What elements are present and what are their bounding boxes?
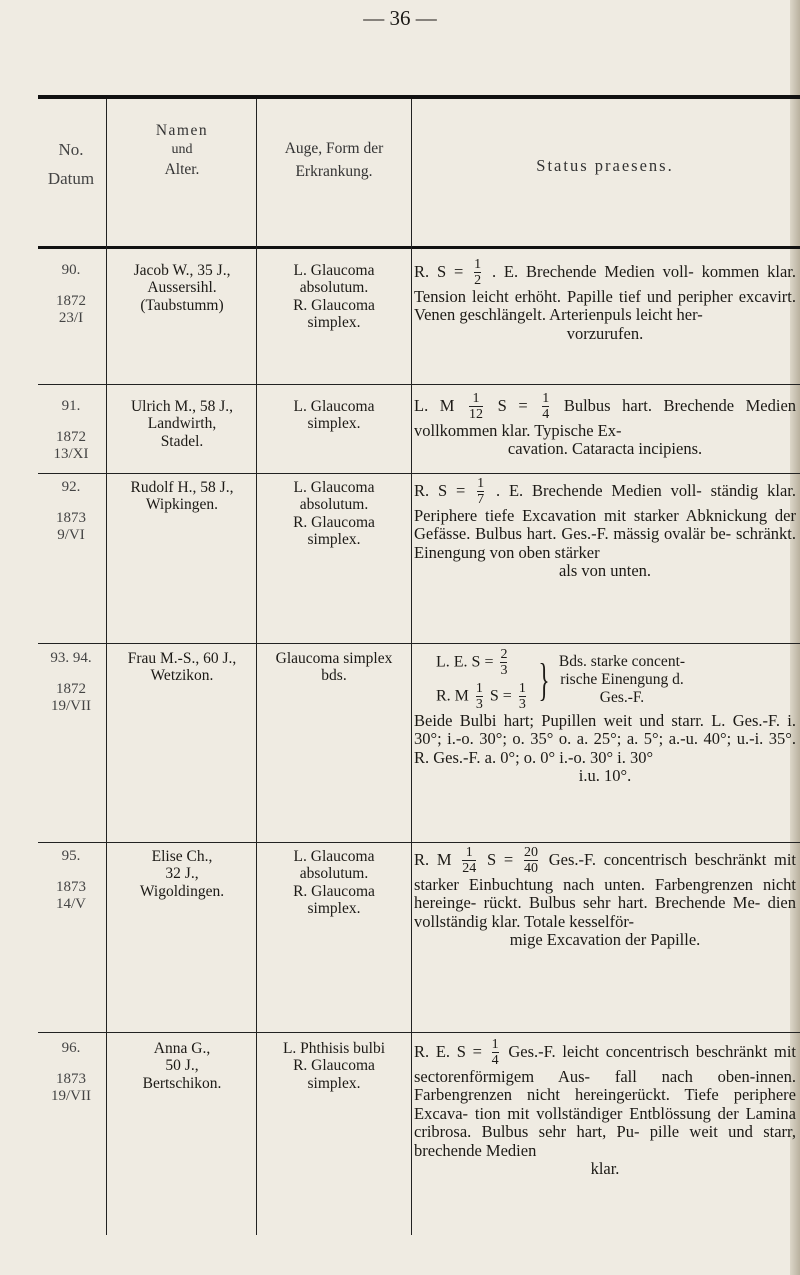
row-separator [38, 1032, 800, 1033]
row-95-no-datum [38, 848, 104, 912]
row-95-status [414, 846, 796, 950]
eye-line: bds. [321, 667, 347, 685]
row-93-94-no-datum [38, 650, 104, 714]
fraction: $\frac{1}{7}$ [477, 476, 485, 507]
patient-name: Elise Ch., [151, 848, 213, 865]
fraction: $\frac{1}{3}$ [475, 681, 483, 712]
eye-line: R. Glaucoma [293, 1057, 375, 1075]
eye-line: L. Phthisis bulbi [282, 1040, 386, 1057]
equation-left: L. E. S = [436, 653, 494, 671]
status-last-line: mige Excavation der Papille. [509, 930, 701, 950]
table-top-rule [38, 95, 800, 99]
brace-note-line: Ges.-F. [599, 688, 645, 706]
fraction: $\frac{20}{40}$ [523, 845, 538, 876]
row-95-name [108, 848, 256, 900]
brace-note-line: rische Einengung d. [560, 671, 684, 689]
entry-year: 1872 [56, 428, 86, 445]
fraction: $\frac{1}{12}$ [469, 391, 484, 422]
entry-number: 93. 94. [50, 650, 92, 666]
row-90-eye [258, 262, 410, 331]
eye-line: R. Glaucoma [293, 882, 375, 900]
patient-age: 50 J., [165, 1057, 199, 1075]
equations [414, 648, 529, 712]
right-brace-glyph: } [538, 654, 550, 705]
row-91-status [414, 392, 796, 459]
patient-place: Stadel. [160, 432, 204, 450]
entry-number: 96. [61, 1040, 81, 1056]
entry-date: 19/VII [51, 697, 91, 714]
status-last-line: als von unten. [558, 561, 652, 581]
row-92-name [108, 479, 256, 514]
status-lead: R. S = [414, 261, 464, 281]
header-eye [258, 140, 410, 181]
row-separator [38, 384, 800, 385]
fraction: $\frac{1}{3}$ [518, 681, 526, 712]
entry-number: 90. [61, 262, 81, 278]
page-number: — 36 — [363, 6, 437, 30]
patient-name: Ulrich M., 58 J., [130, 398, 234, 415]
entry-number: 91. [61, 398, 81, 414]
header-namen: Namen [155, 122, 209, 139]
status-text: Bulbus hart. Brechende Medien vollkommen klar. Typische Ex- [414, 395, 797, 440]
row-96-no-datum [38, 1040, 104, 1104]
header-alter: Alter. [164, 161, 200, 179]
eye-line: L. Glaucoma [293, 262, 375, 279]
eye-line: simplex. [307, 314, 361, 332]
eye-line: simplex. [307, 531, 361, 549]
row-separator [38, 643, 800, 644]
patient-age: 32 J., [165, 865, 199, 883]
eye-line: R. Glaucoma [293, 513, 375, 531]
row-separator [38, 473, 800, 474]
equation-left: R. M [436, 687, 469, 705]
status-text: Ges.-F. concentrisch beschränkt mit starker Einbuchtung nach unten. Farbengrenzen nicht hereinge- rückt. Bulbus sehr hart. Brechende Me- dien vollständig klar. Totale kesselför- [414, 849, 797, 931]
entry-year: 1873 [56, 878, 86, 895]
entry-date: 13/XI [53, 445, 89, 462]
header-status: Status praesens. [536, 156, 674, 175]
entry-year: 1873 [56, 509, 86, 526]
header-und: und [171, 142, 193, 158]
header-bottom-rule [38, 246, 800, 249]
patient-place: Bertschikon. [142, 1074, 222, 1092]
entry-date: 14/V [56, 895, 86, 912]
entry-number: 92. [61, 479, 81, 495]
patient-note: (Taubstumm) [140, 296, 224, 314]
patient-place: Aussersihl. [147, 279, 217, 297]
eye-line: absolutum. [299, 865, 369, 883]
eye-line: L. Glaucoma [293, 479, 375, 496]
eye-line: simplex. [307, 900, 361, 918]
patient-name: Rudolf H., 58 J., [130, 479, 234, 496]
row-96-name [108, 1040, 256, 1092]
row-92-status [414, 477, 796, 581]
header-eye-line2: Erkrankung. [295, 163, 373, 181]
brace-note-line: Bds. starke concent- [558, 653, 686, 671]
row-90-name [108, 262, 256, 314]
eye-line: R. Glaucoma [293, 296, 375, 314]
header-no-datum [38, 140, 104, 188]
equation-brace-block [414, 648, 796, 712]
column-divider [411, 99, 412, 1235]
patient-name: Anna G., [153, 1040, 211, 1057]
status-lead: L. M [414, 395, 455, 415]
eye-line: L. Glaucoma [293, 848, 375, 865]
header-name [108, 122, 256, 178]
fraction: $\frac{1}{4}$ [491, 1037, 499, 1068]
entry-date: 9/VI [57, 526, 85, 543]
status-lead: R. M [414, 849, 452, 869]
header-no: No. [58, 140, 84, 159]
column-divider [256, 99, 257, 1235]
eye-line: simplex. [307, 1074, 361, 1092]
row-91-eye [258, 398, 410, 433]
patient-name: Jacob W., 35 J., [133, 262, 231, 279]
status-text: . E. Brechende Medien voll- kommen klar. Tension leicht erhöht. Papille tief und peripher excavirt. Venen geschlängelt. Arterienpuls leicht her- [414, 261, 797, 325]
brace-note [559, 653, 685, 706]
patient-place: Wipkingen. [145, 496, 219, 514]
column-divider [106, 99, 107, 1235]
entry-year: 1873 [56, 1070, 86, 1087]
status-text: . E. Brechende Medien voll- ständig klar. Periphere tiefe Excavation mit starker Abknickung der Gefässe. Bulbus hart. Ges.-F. mässig ovalär be- schränkt. Einengung von oben stärker [414, 480, 796, 562]
fraction: $\frac{1}{4}$ [542, 391, 550, 422]
equation-mid: S = [489, 687, 512, 705]
row-separator [38, 842, 800, 843]
fraction: $\frac{2}{3}$ [500, 647, 508, 678]
entry-year: 1872 [56, 680, 86, 697]
status-lead: R. S = [414, 480, 466, 500]
row-93-94-status [414, 648, 796, 786]
row-93-94-name [108, 650, 256, 685]
row-93-94-eye [258, 650, 410, 685]
entry-year: 1872 [56, 292, 86, 309]
header-datum: Datum [47, 169, 95, 189]
row-95-eye [258, 848, 410, 917]
row-92-no-datum [38, 479, 104, 543]
fraction: $\frac{1}{24}$ [462, 845, 477, 876]
row-96-status [414, 1038, 796, 1179]
fraction: $\frac{1}{2}$ [474, 257, 482, 288]
row-90-status [414, 258, 796, 343]
patient-occupation: Landwirth, [147, 415, 217, 433]
entry-date: 23/I [58, 309, 84, 326]
eye-line: Glaucoma simplex [275, 650, 393, 667]
eye-line: L. Glaucoma [293, 398, 375, 415]
row-91-name [108, 398, 256, 450]
row-92-eye [258, 479, 410, 548]
row-96-eye [258, 1040, 410, 1092]
patient-name: Frau M.-S., 60 J., [127, 650, 237, 667]
row-91-no-datum [38, 398, 104, 462]
eye-line: simplex. [307, 415, 361, 433]
entry-date: 19/VII [51, 1087, 91, 1104]
eye-line: absolutum. [299, 279, 369, 297]
status-lead: R. E. S = [414, 1041, 482, 1061]
status-last-line: vorzurufen. [566, 323, 644, 343]
patient-place: Wetzikon. [150, 667, 214, 685]
status-last-line: i.u. 10°. [578, 766, 632, 786]
entry-number: 95. [61, 848, 81, 864]
patient-place: Wigoldingen. [139, 882, 225, 900]
status-text: Ges.-F. leicht concentrisch beschränkt mit sectorenförmigem Aus- fall nach oben-innen. Farbengrenzen nicht hereingerückt. Tiefe periphere Excava- tion mit vollständiger Entblössung der Lamina cribrosa. Bulbus sehr hart, Pu- pille weit und starr, brechende Medien [414, 1041, 796, 1160]
row-90-no-datum [38, 262, 104, 326]
status-mid: S = [487, 849, 514, 869]
header-eye-line1: Auge, Form der [284, 140, 384, 157]
status-text: Beide Bulbi hart; Pupillen weit und starr. L. Ges.-F. i. 30°; i.-o. 30°; o. 35° o. a. 25°; a. 5°; a.-u. 40°; u.-i. 35°. R. Ges.-F. a. 0°; o. 0° i.-o. 30° i. 30° [414, 711, 796, 767]
status-last-line: klar. [590, 1159, 620, 1179]
status-mid: S = [497, 395, 528, 415]
eye-line: absolutum. [299, 496, 369, 514]
status-last-line: cavation. Cataracta incipiens. [507, 439, 703, 459]
